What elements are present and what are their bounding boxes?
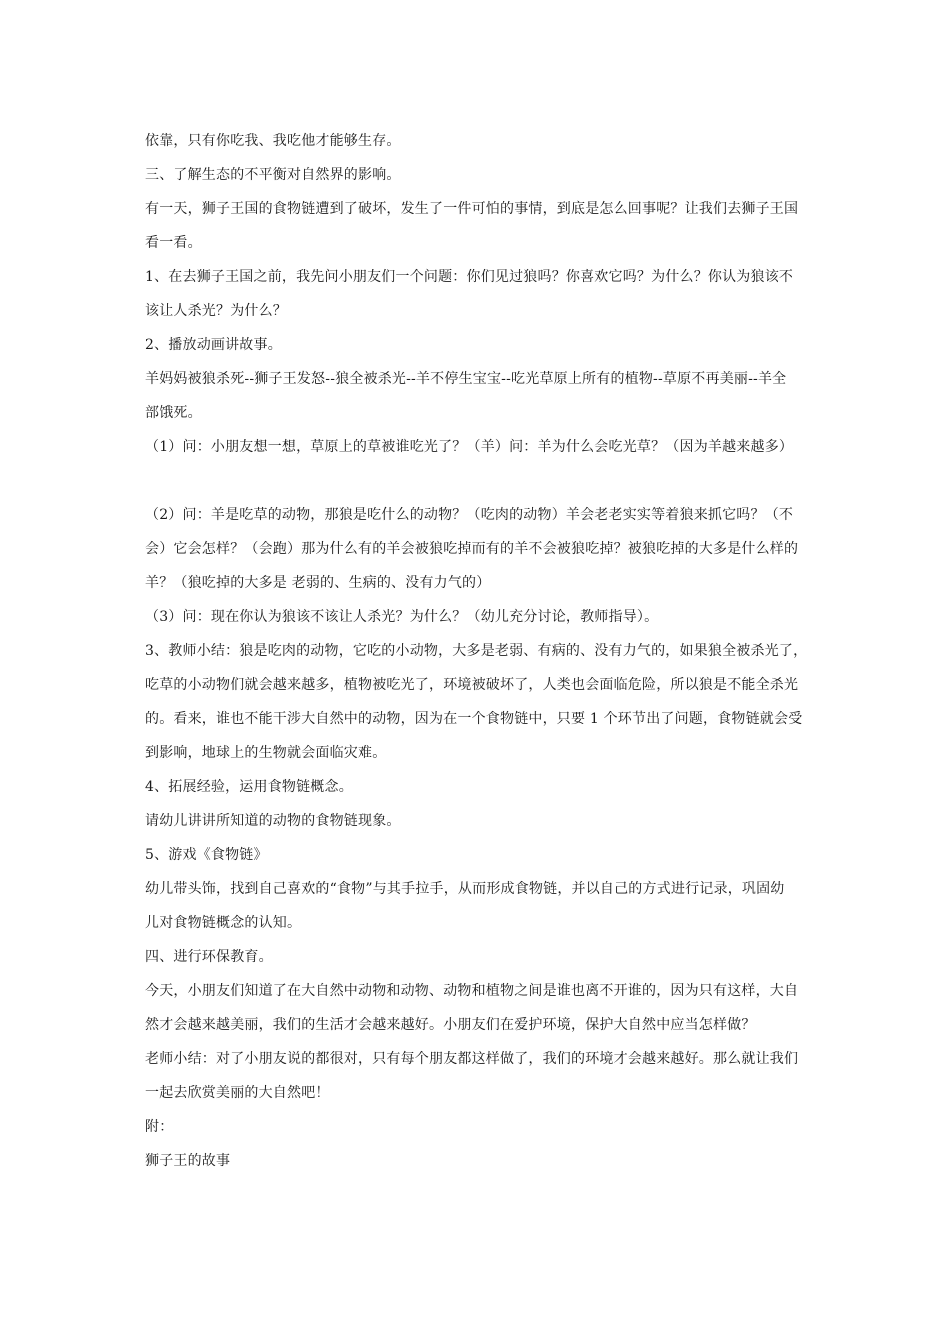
question-1: （1）问：小朋友想一想，草原上的草被谁吃光了？（羊）问：羊为什么会吃光草？（因为羊越来越多） — [145, 439, 794, 455]
paragraph-line: 羊？（狼吃掉的大多是 老弱的、生病的、没有力气的） — [145, 575, 491, 591]
list-item-4: 4、拓展经验，运用食物链概念。 — [145, 779, 353, 795]
paragraph-line: 一起去欣赏美丽的大自然吧！ — [145, 1085, 330, 1101]
paragraph-line: 依靠，只有你吃我、我吃他才能够生存。 — [145, 133, 401, 149]
paragraph-line: 吃草的小动物们就会越来越多，植物被吃光了，环境被破坏了，人类也会面临危险，所以狼是不能全杀光 — [145, 677, 799, 693]
paragraph-line: 儿对食物链概念的认知。 — [145, 915, 302, 931]
document-page — [145, 124, 813, 1178]
list-item-1: 1、在去狮子王国之前，我先问小朋友们一个问题：你们见过狼吗？你喜欢它吗？为什么？你认为狼该不 — [145, 269, 794, 285]
paragraph-line: 的。看来，谁也不能干涉大自然中的动物，因为在一个食物链中，只要 1 个环节出了问题，食物链就会受 — [145, 711, 803, 727]
blank-line — [145, 464, 813, 498]
paragraph-line: 请幼儿讲讲所知道的动物的食物链现象。 — [145, 813, 401, 829]
paragraph-line: 有一天，狮子王国的食物链遭到了破坏，发生了一件可怕的事情，到底是怎么回事呢？让我们去狮子王国 — [145, 201, 799, 217]
paragraph-line: 今天，小朋友们知道了在大自然中动物和动物、动物和植物之间是谁也离不开谁的，因为只有这样，大自 — [145, 983, 799, 999]
paragraph-line: 羊妈妈被狼杀死--狮子王发怒--狼全被杀光--羊不停生宝宝--吃光草原上所有的植物--草原不再美丽--羊全 — [145, 371, 787, 387]
section-heading: 四、进行环保教育。 — [145, 949, 273, 965]
list-item-5: 5、游戏《食物链》 — [145, 847, 268, 863]
paragraph-line: 幼儿带头饰，找到自己喜欢的“食物”与其手拉手，从而形成食物链，并以自己的方式进行记录，巩固幼 — [145, 881, 785, 897]
paragraph-line: 部饿死。 — [145, 405, 202, 421]
question-3: （3）问：现在你认为狼该不该让人杀光？为什么？（幼儿充分讨论，教师指导）。 — [145, 609, 659, 625]
list-item-3: 3、教师小结：狼是吃肉的动物，它吃的小动物，大多是老弱、有病的、没有力气的，如果狼全被杀光了， — [145, 643, 808, 659]
appendix-label: 附： — [145, 1119, 174, 1135]
paragraph-line: 然才会越来越美丽，我们的生活才会越来越好。小朋友们在爱护环境，保护大自然中应当怎样做？ — [145, 1017, 756, 1033]
paragraph-line: 到影响，地球上的生物就会面临灾难。 — [145, 745, 387, 761]
appendix-title: 狮子王的故事 — [145, 1153, 231, 1169]
question-2: （2）问：羊是吃草的动物，那狼是吃什么的动物？（吃肉的动物）羊会老老实实等着狼来抓它吗？（不 — [145, 507, 794, 523]
paragraph-line: 该让人杀光？为什么？ — [145, 303, 287, 319]
paragraph-line: 会）它会怎样？（会跑）那为什么有的羊会被狼吃掉而有的羊不会被狼吃掉？被狼吃掉的大多是什么样的 — [145, 541, 799, 557]
paragraph-line: 老师小结：对了小朋友说的都很对，只有每个朋友都这样做了，我们的环境才会越来越好。那么就让我们 — [145, 1051, 799, 1067]
section-heading: 三、了解生态的不平衡对自然界的影响。 — [145, 167, 401, 183]
paragraph-line: 看一看。 — [145, 235, 202, 251]
list-item-2: 2、播放动画讲故事。 — [145, 337, 282, 353]
